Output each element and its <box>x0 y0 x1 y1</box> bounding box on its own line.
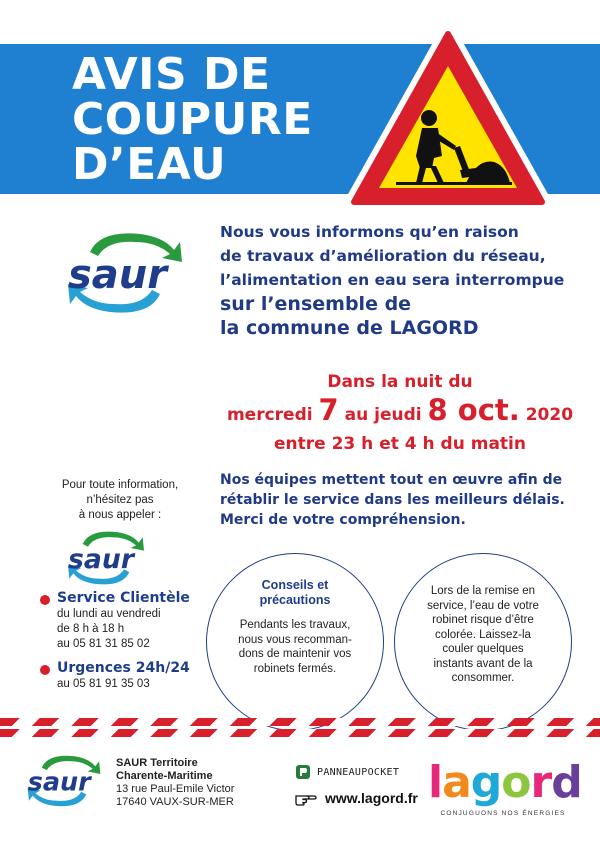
advice-line-4: robinets fermés. <box>253 662 337 675</box>
restore-line-3: robinet risque d’être <box>432 614 534 626</box>
intro-line-5: la commune de LAGORD <box>220 317 479 339</box>
mission-line-2: rétablir le service dans les meilleurs délais. <box>220 492 565 508</box>
saur-logo-footer <box>20 752 108 810</box>
services-list <box>40 590 210 700</box>
restore-line-2: service, l’eau de votre <box>427 599 539 612</box>
advice-line-1: Pendants les travaux, <box>239 619 351 631</box>
advice-circle <box>206 553 384 731</box>
footer-address <box>116 757 234 809</box>
intro-line-4: sur l’ensemble de <box>220 293 412 315</box>
footer-org-line-1: SAUR Territoire <box>116 757 198 769</box>
schedule-day1-label: mercredi <box>226 405 313 425</box>
bullet-icon <box>40 595 50 605</box>
footer-org-line-2: Charente-Maritime <box>116 770 213 782</box>
schedule-day1-number: 7 <box>318 393 339 427</box>
lagord-letter-r: r <box>530 757 552 808</box>
saur-logo-footer-text: saur <box>27 767 91 798</box>
lagord-logo <box>428 757 582 817</box>
lagord-tagline: CONJUGUONS NOS ÉNERGIES <box>440 810 566 817</box>
lagord-letter-d: d <box>551 757 582 808</box>
schedule-dates <box>200 394 600 431</box>
lagord-letter-a: a <box>442 757 471 808</box>
schedule-conjunction: au jeudi <box>344 405 422 425</box>
page-title <box>72 49 313 190</box>
schedule-hours: entre 23 h et 4 h du matin <box>274 434 526 454</box>
restore-line-1: Lors de la remise en <box>430 585 536 597</box>
intro-line-3: l’alimentation en eau sera interrompue <box>220 271 565 289</box>
mission-statement <box>220 470 580 530</box>
lagord-wordmark <box>428 757 582 808</box>
footer-street: 13 rue Paul-Emile Victor <box>116 783 235 795</box>
panneaupocket-icon <box>295 764 311 780</box>
restore-circle <box>394 553 572 731</box>
restore-line-6: instants avant de la <box>433 657 533 670</box>
advice-title-line-1: Conseils et <box>261 578 329 592</box>
pointing-hand-icon <box>295 790 317 806</box>
restore-line-4: colorée. Laissez-la <box>435 628 531 641</box>
outage-schedule <box>200 370 600 457</box>
lagord-letter-o: o <box>501 757 531 808</box>
service-customer-hours: de 8 h à 18 h <box>57 623 125 635</box>
advice-line-3: dons de maintenir vos <box>238 648 352 660</box>
service-emergency-name: Urgences 24h/24 <box>57 660 190 676</box>
advice-title-line-2: précautions <box>259 593 331 607</box>
schedule-intro: Dans la nuit du <box>327 372 473 392</box>
barrier-stripe-bottom <box>0 729 600 737</box>
contact-intro <box>45 478 195 523</box>
footer-city: 17640 VAUX-SUR-MER <box>116 796 234 808</box>
restore-line-7: consommer. <box>451 672 515 684</box>
service-customer-phone[interactable]: au 05 81 31 85 02 <box>57 638 150 650</box>
panneaupocket-label: PANNEAUPOCKET <box>317 766 400 778</box>
service-customer <box>40 590 210 652</box>
saur-logo-small-text: saur <box>68 544 134 575</box>
title-line-3: D’EAU <box>72 139 227 190</box>
schedule-year: 2020 <box>525 405 574 425</box>
contact-intro-line-2: n’hésitez pas <box>86 494 154 506</box>
saur-logo-text: saur <box>68 252 168 298</box>
lagord-letter-g: g <box>470 757 502 808</box>
service-emergency-phone[interactable]: au 05 81 91 35 03 <box>57 678 150 690</box>
saur-logo <box>56 228 194 318</box>
website-url: www.lagord.fr <box>325 790 418 806</box>
panneaupocket-link[interactable] <box>295 764 399 780</box>
schedule-day2: 8 oct. <box>427 393 520 427</box>
roadwork-warning-sign-icon <box>338 18 558 218</box>
service-customer-name: Service Clientèle <box>57 590 190 606</box>
contact-intro-line-1: Pour toute information, <box>61 479 179 491</box>
advice-title <box>229 578 361 608</box>
lagord-letter-l: l <box>428 757 443 808</box>
intro-line-2: de travaux d’amélioration du réseau, <box>220 247 546 265</box>
mission-line-3: Merci de votre compréhension. <box>220 512 466 528</box>
contact-intro-line-3: à nous appeler : <box>78 509 162 521</box>
service-customer-days: du lundi au vendredi <box>57 608 161 620</box>
intro-line-1: Nous vous informons qu’en raison <box>220 223 519 241</box>
advice-line-2: nous vous recomman- <box>238 633 352 646</box>
title-line-2: COUPURE <box>72 94 313 145</box>
website-link[interactable] <box>295 790 418 806</box>
service-emergency <box>40 660 210 692</box>
restore-line-5: couler quelques <box>442 643 524 655</box>
intro-paragraph <box>220 220 580 340</box>
title-line-1: AVIS DE <box>72 49 271 100</box>
bullet-icon <box>40 665 50 675</box>
mission-line-1: Nos équipes mettent tout en œuvre afin de <box>220 472 563 488</box>
saur-logo-small <box>60 528 152 588</box>
barrier-stripe-top <box>0 718 600 726</box>
